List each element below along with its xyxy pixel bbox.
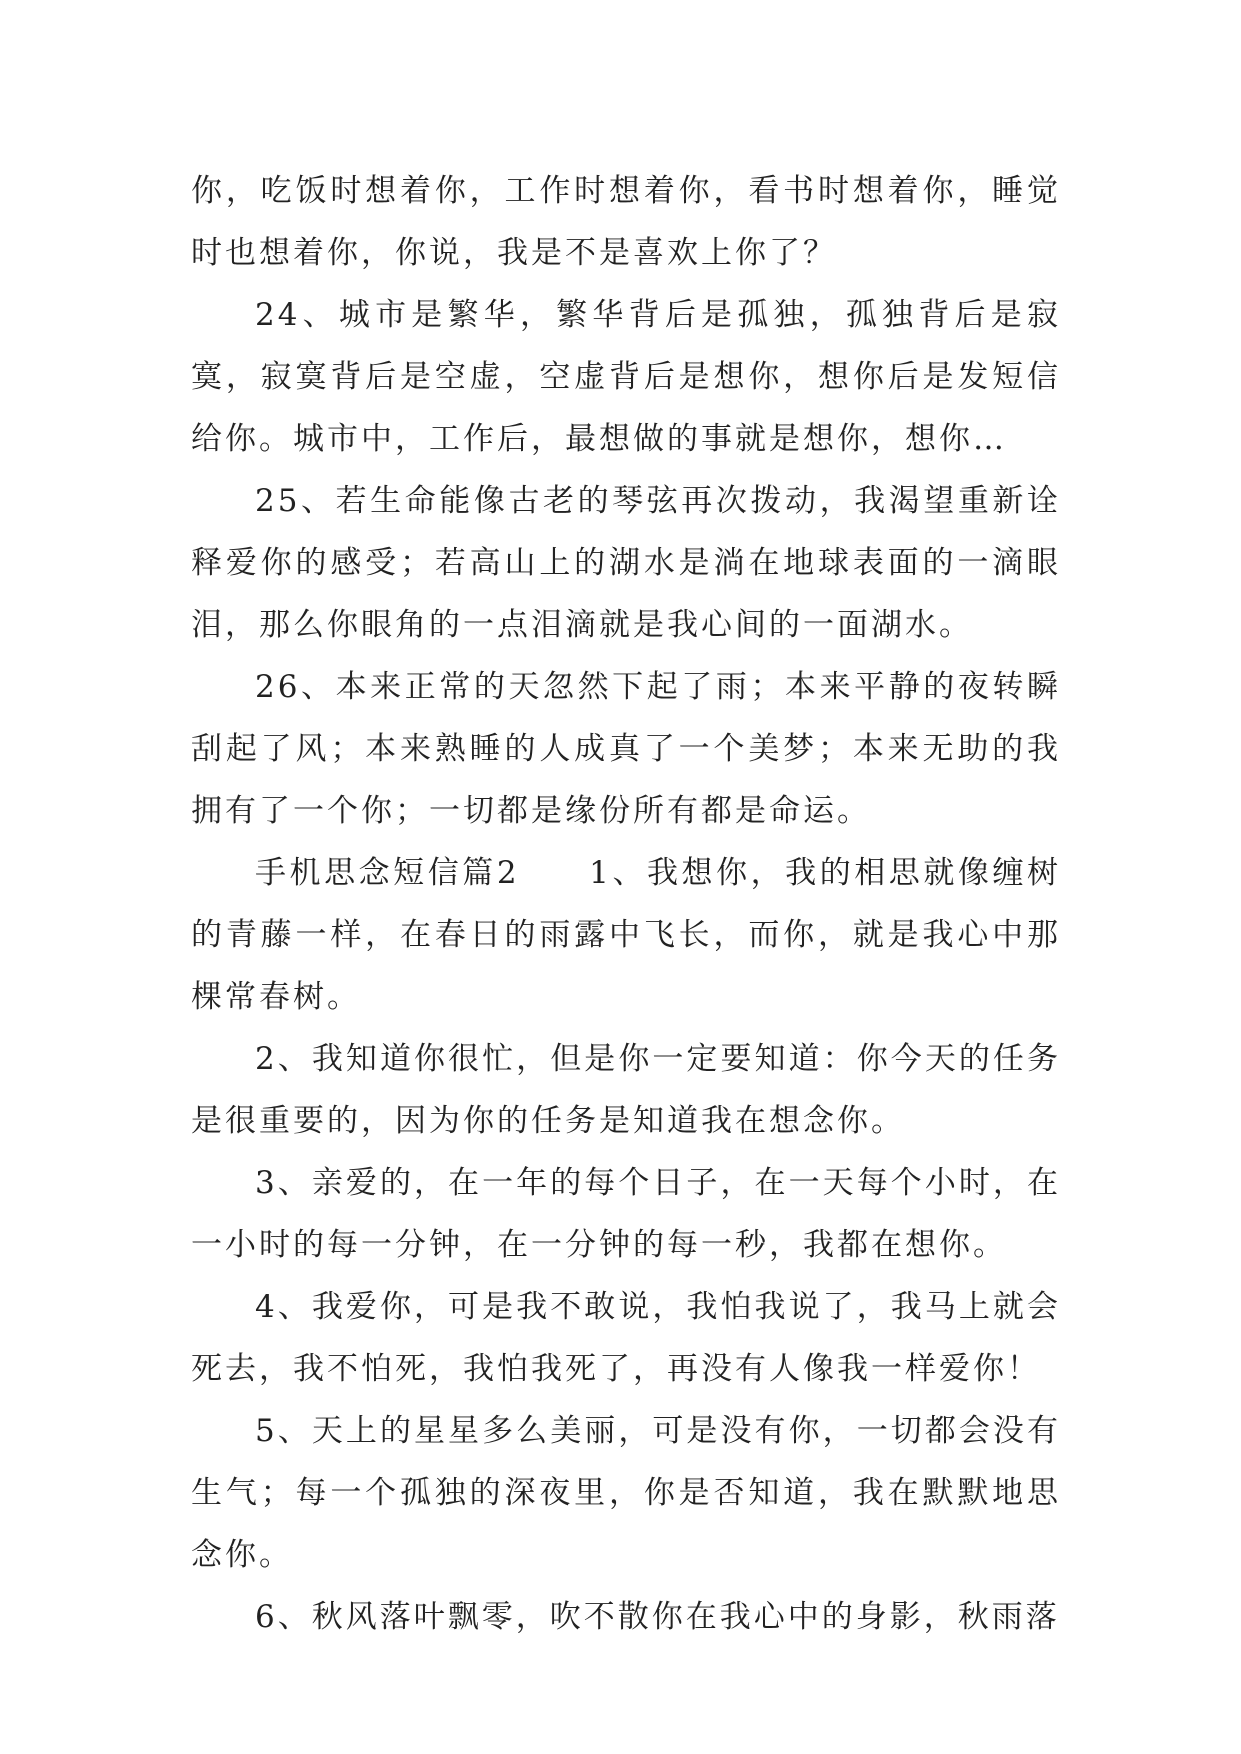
paragraph-5: 5、天上的星星多么美丽，可是没有你，一切都会没有生气；每一个孤独的深夜里，你是否知道，我在默默地思念你。	[191, 1413, 1061, 1573]
paragraph-3: 3、亲爱的，在一年的每个日子，在一天每个小时，在一小时的每一分钟，在一分钟的每一秒，我都在想你。	[191, 1165, 1061, 1263]
paragraph-25: 25、若生命能像古老的琴弦再次拨动，我渴望重新诠释爱你的感受；若高山上的湖水是淌在地球表面的一滴眼泪，那么你眼角的一点泪滴就是我心间的一面湖水。	[191, 483, 1061, 643]
section-heading-paragraph: 手机思念短信篇2 1、我想你，我的相思就像缠树的青藤一样，在春日的雨露中飞长，而你，就是我心中那棵常春树。	[191, 855, 1061, 1015]
paragraph-24: 24、城市是繁华，繁华背后是孤独，孤独背后是寂寞，寂寞背后是空虚，空虚背后是想你，想你后是发短信给你。城市中，工作后，最想做的事就是想你，想你…	[191, 297, 1061, 457]
document-body	[191, 160, 1061, 1648]
paragraph-4: 4、我爱你，可是我不敢说，我怕我说了，我马上就会死去，我不怕死，我怕我死了，再没有人像我一样爱你！	[191, 1289, 1061, 1387]
paragraph-6: 6、秋风落叶飘零，吹不散你在我心中的身影，秋雨落	[255, 1599, 1060, 1635]
paragraph-2: 2、我知道你很忙，但是你一定要知道：你今天的任务是很重要的，因为你的任务是知道我在想念你。	[191, 1041, 1061, 1139]
paragraph-26: 26、本来正常的天忽然下起了雨；本来平静的夜转瞬刮起了风；本来熟睡的人成真了一个美梦；本来无助的我拥有了一个你；一切都是缘份所有都是命运。	[191, 669, 1061, 829]
paragraph-1: 你，吃饭时想着你，工作时想着你，看书时想着你，睡觉时也想着你，你说，我是不是喜欢上你了？	[191, 173, 1061, 271]
